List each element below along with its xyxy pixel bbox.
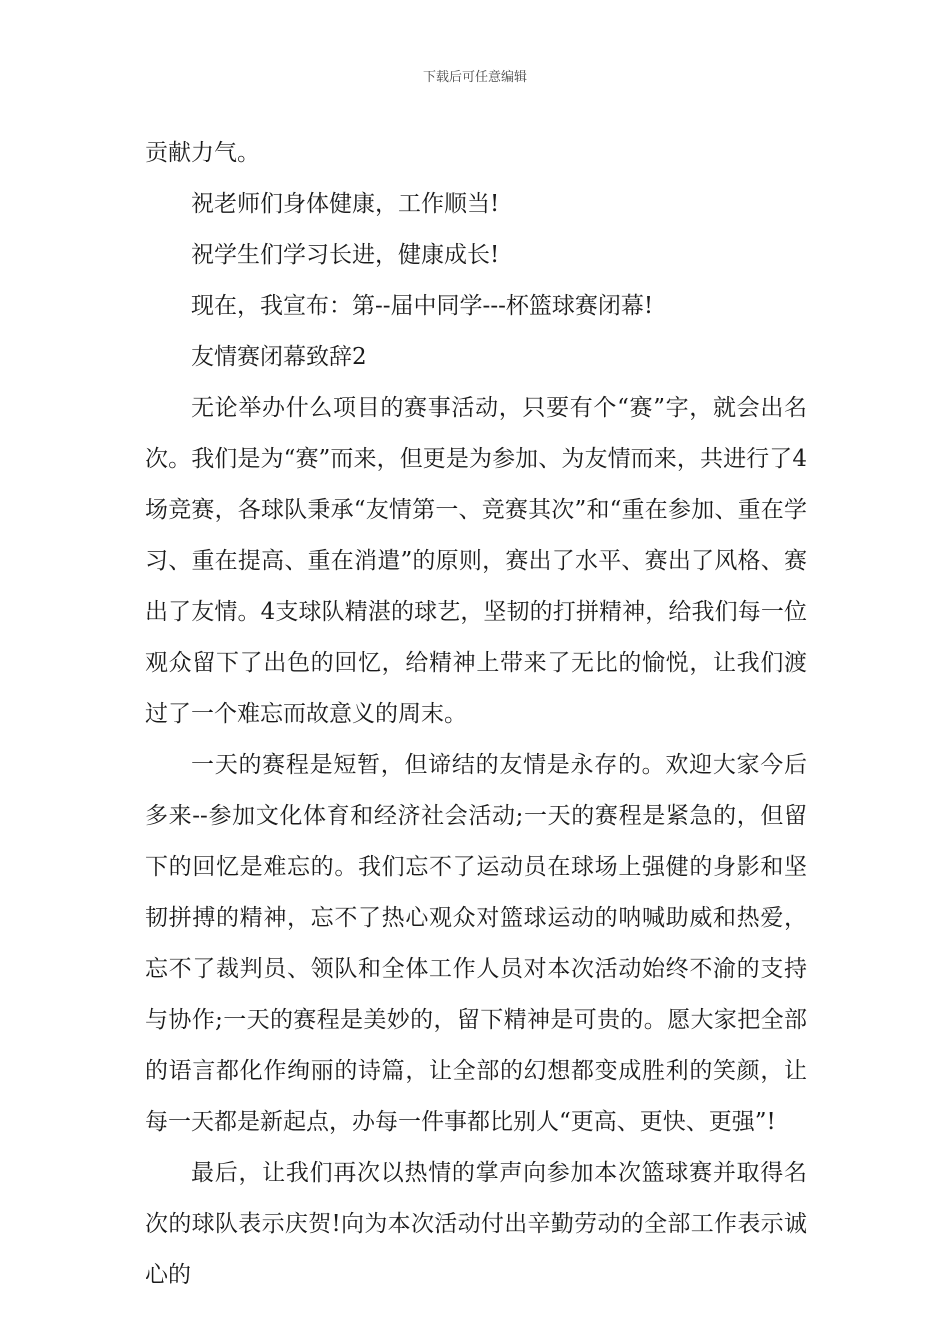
section-title: 友情赛闭幕致辞2 bbox=[191, 344, 367, 370]
paragraph-body: 一天的赛程是短暂，但谛结的友情是永存的。欢迎大家今后多来--参加文化体育和经济社会活动;一天的赛程是紧急的，但留下的回忆是难忘的。我们忘不了运动员在球场上强健的身影和坚韧拼搏的精神，忘不了热心观众对篮球运动的呐喊助威和热爱，忘不了裁判员、领队和全体工作人员对本次活动始终不渝的支持与协作;一天的赛程是美妙的，留下精神是可贵的。愿大家把全部的语言都化作绚丽的诗篇，让全部的幻想都变成胜利的笑颜，让每一天都是新起点，办每一件事都比别人“更高、更快、更强”! bbox=[145, 752, 807, 1135]
page-header: 下载后可任意编辑 bbox=[422, 70, 527, 85]
paragraph-body: 无论举办什么项目的赛事活动，只要有个“赛”字，就会出名次。我们是为“赛”而来，但更是为参加、为友情而来，共进行了4场竞赛，各球队秉承“友情第一、竞赛其次”和“重在参加、重在学习、重在提高、重在消遣”的原则，赛出了水平、赛出了风格、赛出了友情。4支球队精湛的球艺，坚韧的打拼精神，给我们每一位观众留下了出色的回忆，给精神上带来了无比的愉悦，让我们渡过了一个难忘而故意义的周末。 bbox=[145, 395, 807, 727]
paragraph-closing-announcement: 现在，我宣布：第--届中同学---杯篮球赛闭幕! bbox=[191, 293, 654, 319]
paragraph-wish-teachers: 祝老师们身体健康，工作顺当! bbox=[191, 191, 500, 217]
paragraph-continuation: 贡献力气。 bbox=[145, 140, 260, 166]
document-body bbox=[145, 128, 807, 1301]
paragraph-body: 最后，让我们再次以热情的掌声向参加本次篮球赛并取得名次的球队表示庆贺!向为本次活动付出辛勤劳动的全部工作表示诚心的 bbox=[145, 1160, 807, 1288]
paragraph-wish-students: 祝学生们学习长进，健康成长! bbox=[191, 242, 500, 268]
